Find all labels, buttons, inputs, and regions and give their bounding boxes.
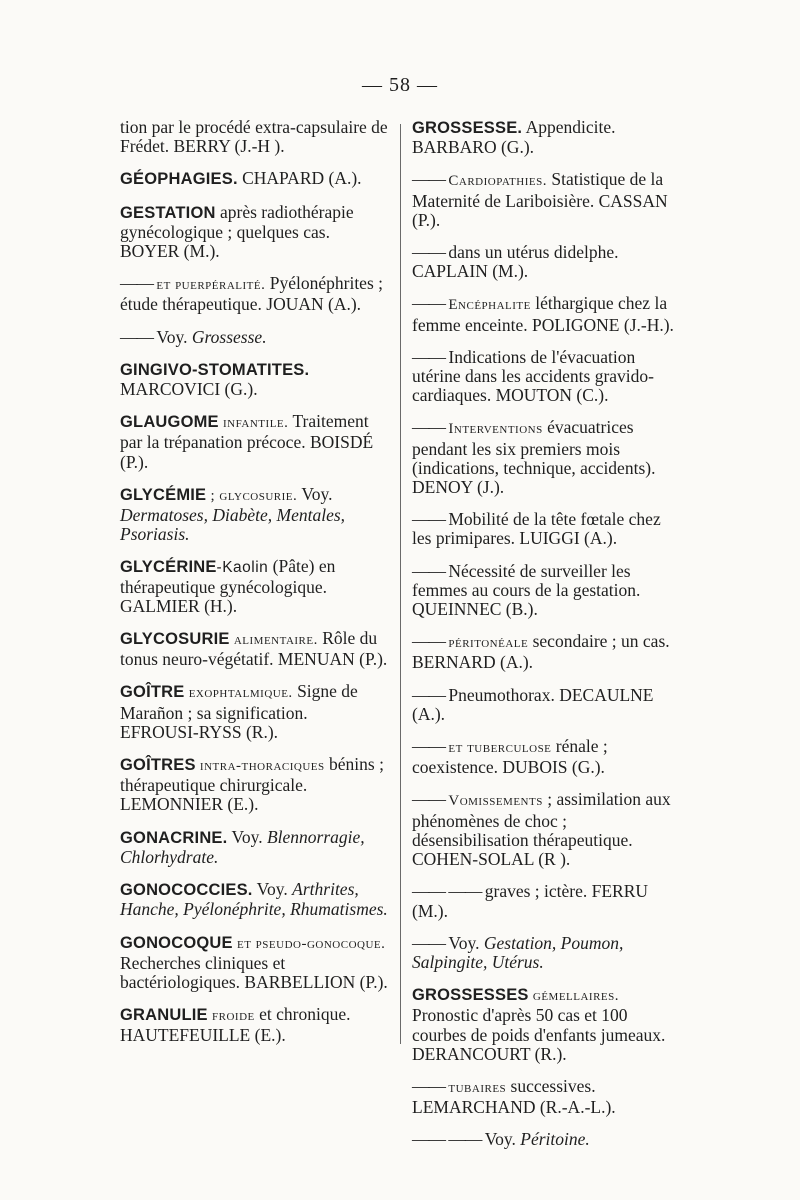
left-column-entry [120,557,388,616]
entry-headword: GOÎTRE [120,683,185,702]
entry-see-target: Blennorragie, Chlorhydrate. [120,826,365,867]
entry-text: dans un utérus didelphe. CAPLAIN (M.). [412,242,619,282]
entry-dash: —— [412,736,449,757]
right-column-entry [412,418,684,497]
right-column-entry [412,737,684,777]
entry-text: MARCOVICI (G.). [120,379,258,400]
entry-text: CHAPARD (A.). [237,168,362,189]
left-column-entry [120,828,388,867]
entry-qualifier: exophtalmique. [184,685,293,702]
entry-qualifier: froide [207,1008,255,1025]
entry-dash: —— [412,932,449,953]
entry-qualifier: péritonéale [448,635,529,652]
entry-qualifier: et pseudo-gonocoque. [232,935,386,952]
left-column-entry [120,274,388,314]
page-number: — 58 — [362,74,438,96]
entry-text: (Pâte) en thérapeutique gynécologique. GALMIER (H.). [120,556,336,616]
left-column-entry [120,118,388,156]
left-column-entry [120,1005,388,1045]
entry-dash: —— [412,560,449,581]
left-column-entry [120,933,388,993]
left-column-entry [120,169,388,189]
entry-dash: —— [120,326,157,347]
entry-see-target: Arthrites, Hanche, Pyélonéphrite, Rhumatismes. [120,879,388,920]
entry-qualifier: intra-thoraciques [195,758,325,775]
entry-headword: GONOCOQUE [120,933,233,952]
entry-text: ; assimilation aux phénomènes de choc ; désensibilisation thérapeutique. COHEN-SOLAL (R ). [412,789,671,870]
right-column-entry [412,510,684,548]
right-column-entry [412,985,684,1064]
left-column-entry [120,203,388,262]
left-column-entry [120,682,388,742]
entry-headword: GLYCÉMIE [120,485,207,504]
entry-text: secondaire ; un cas. BERNARD (A.). [412,631,670,673]
entry-text: bénins ; thérapeutique chirurgicale. LEMONNIER (E.). [120,754,384,815]
entry-text: après radiothérapie gynécologique ; quelques cas. BOYER (M.). [120,201,354,262]
entry-qualifier: tubaires [448,1079,507,1096]
right-column-entry [412,934,684,972]
entry-dash: —— [412,169,449,190]
entry-headword: GÉOPHAGIES. [120,170,238,189]
entry-headword: GESTATION [120,203,216,222]
entry-text: Statistique de la Maternité de Lariboisière. CASSAN (P.). [412,169,668,230]
right-column-entry [412,118,684,157]
entry-see-target: Gestation, Poumon, Salpingite, Utérus. [412,932,624,972]
entry-text: Traitement par la trépanation précoce. BOISDÉ (P.). [120,411,374,472]
entry-qualifier: Vomissements [448,793,543,810]
right-column-entry [412,294,684,334]
right-column-entry [412,882,684,920]
entry-dash: —— [120,273,157,294]
entry-text: Voy. [297,483,333,504]
entry-headword: GINGIVO-STOMATITES. [120,360,310,379]
left-column-entry [120,629,388,669]
entry-qualifier: ; glycosurie. [206,487,298,504]
entry-qualifier: infantile. [218,415,289,432]
entry-headword: GLYCÉRINE [120,558,217,577]
entry-text: rénale ; coexistence. DUBOIS (G.). [412,736,608,778]
entry-headword: GLYCOSURIE [120,630,230,649]
entry-dash: —— [412,631,449,652]
entry-text: Recherches cliniques et bactériologiques. BARBELLION (P.). [120,952,388,992]
entry-dash: —— [412,789,449,810]
right-column-entry [412,170,684,230]
entry-headword: GLAUGOME [120,413,219,432]
right-column-entry [412,562,684,620]
entry-text: Pyélonéphrites ; étude thérapeutique. JOUAN (A.). [120,273,383,315]
entry-qualifier: gémellaires. [528,988,620,1005]
right-column-entry [412,1077,684,1117]
entry-see-label: Voy. [156,326,192,347]
left-column-entry [120,328,388,347]
entry-text: et chronique. HAUTEFEUILLE (E.). [120,1004,351,1046]
entry-qualifier: alimentaire. [229,632,318,649]
entry-text: Mobilité de la tête fœtale chez les primipares. LUIGGI (A.). [412,509,661,549]
right-column-entry [412,243,684,281]
entry-qualifier: Interventions [448,421,543,438]
entry-dash: —— [412,293,449,314]
column-divider [400,124,401,1044]
entry-dash: —— [412,509,449,530]
entry-dash: —— [412,1075,449,1096]
right-column-entry [412,1130,684,1149]
entry-headword: GROSSESSES [412,986,529,1005]
entry-see-target: Grossesse. [191,326,267,347]
entry-text: Signe de Marañon ; sa signification. EFROUSI-RYSS (R.). [120,681,358,742]
entry-headword: GONOCOCCIES. [120,881,253,900]
entry-see-target: Dermatoses, Diabète, Mentales, Psoriasis. [120,505,346,545]
left-column [120,118,388,1059]
entry-see-target: Péritoine. [520,1129,590,1150]
entry-dash: —— [412,684,449,705]
entry-qualifier: et puerpéralité. [156,277,266,294]
left-column-entry [120,360,388,399]
right-column [412,118,684,1163]
left-column-entry [120,880,388,919]
entry-headword-rest: -Kaolin [216,559,269,577]
entry-see-label: Voy. [448,932,484,953]
entry-headword: GROSSESSE. [412,119,523,137]
entry-text: graves ; ictère. FERRU (M.). [412,881,649,921]
entry-dash: —— [412,346,449,367]
entry-text: Voy. [227,826,267,847]
entry-text: Appendicite. BARBARO (G.). [412,117,616,158]
entry-text: Nécessité de surveiller les femmes au cours de la gestation. QUEINNEC (B.). [412,560,641,620]
entry-text: Pneumothorax. DECAULNE (A.). [412,684,654,724]
entry-headword: GRANULIE [120,1006,208,1025]
entry-qualifier: et tuberculose [448,740,552,757]
entry-text: tion par le procédé extra-capsulaire de Frédet. BERRY (J.-H ). [120,117,388,157]
right-column-entry [412,790,684,869]
left-column-entry [120,412,388,472]
entry-dash: —— [412,417,449,438]
entry-headword: GOÎTRES [120,756,196,775]
left-column-entry [120,485,388,545]
entry-text: Pronostic d'après 50 cas et 100 courbes de poids d'enfants jumeaux. DERANCOURT (R.). [412,1005,666,1064]
entry-text: évacuatrices pendant les six premiers mois (indications, technique, accidents). DENOY (J.). [412,417,656,498]
entry-dash: —— [412,242,449,263]
entry-text: Indications de l'évacuation utérine dans les accidents gravido-cardiaques. MOUTON (C.). [412,346,654,406]
right-column-entry [412,632,684,672]
left-column-entry [120,755,388,815]
entry-headword: GONACRINE. [120,828,228,847]
entry-text: léthargique chez la femme enceinte. POLIGONE (J.-H.). [412,293,674,335]
entry-text: Rôle du tonus neuro-végétatif. MENUAN (P.). [120,628,388,670]
entry-text: successives. LEMARCHAND (R.-A.-L.). [412,1075,616,1118]
entry-dash: —— —— [412,881,485,902]
entry-qualifier: Cardiopathies. [448,173,547,190]
entry-qualifier: Encéphalite [448,297,531,314]
entry-see-label: Voy. [484,1129,521,1150]
entry-text: Voy. [252,879,293,900]
right-column-entry [412,348,684,406]
entry-dash: —— —— [412,1129,485,1150]
right-column-entry [412,686,684,724]
